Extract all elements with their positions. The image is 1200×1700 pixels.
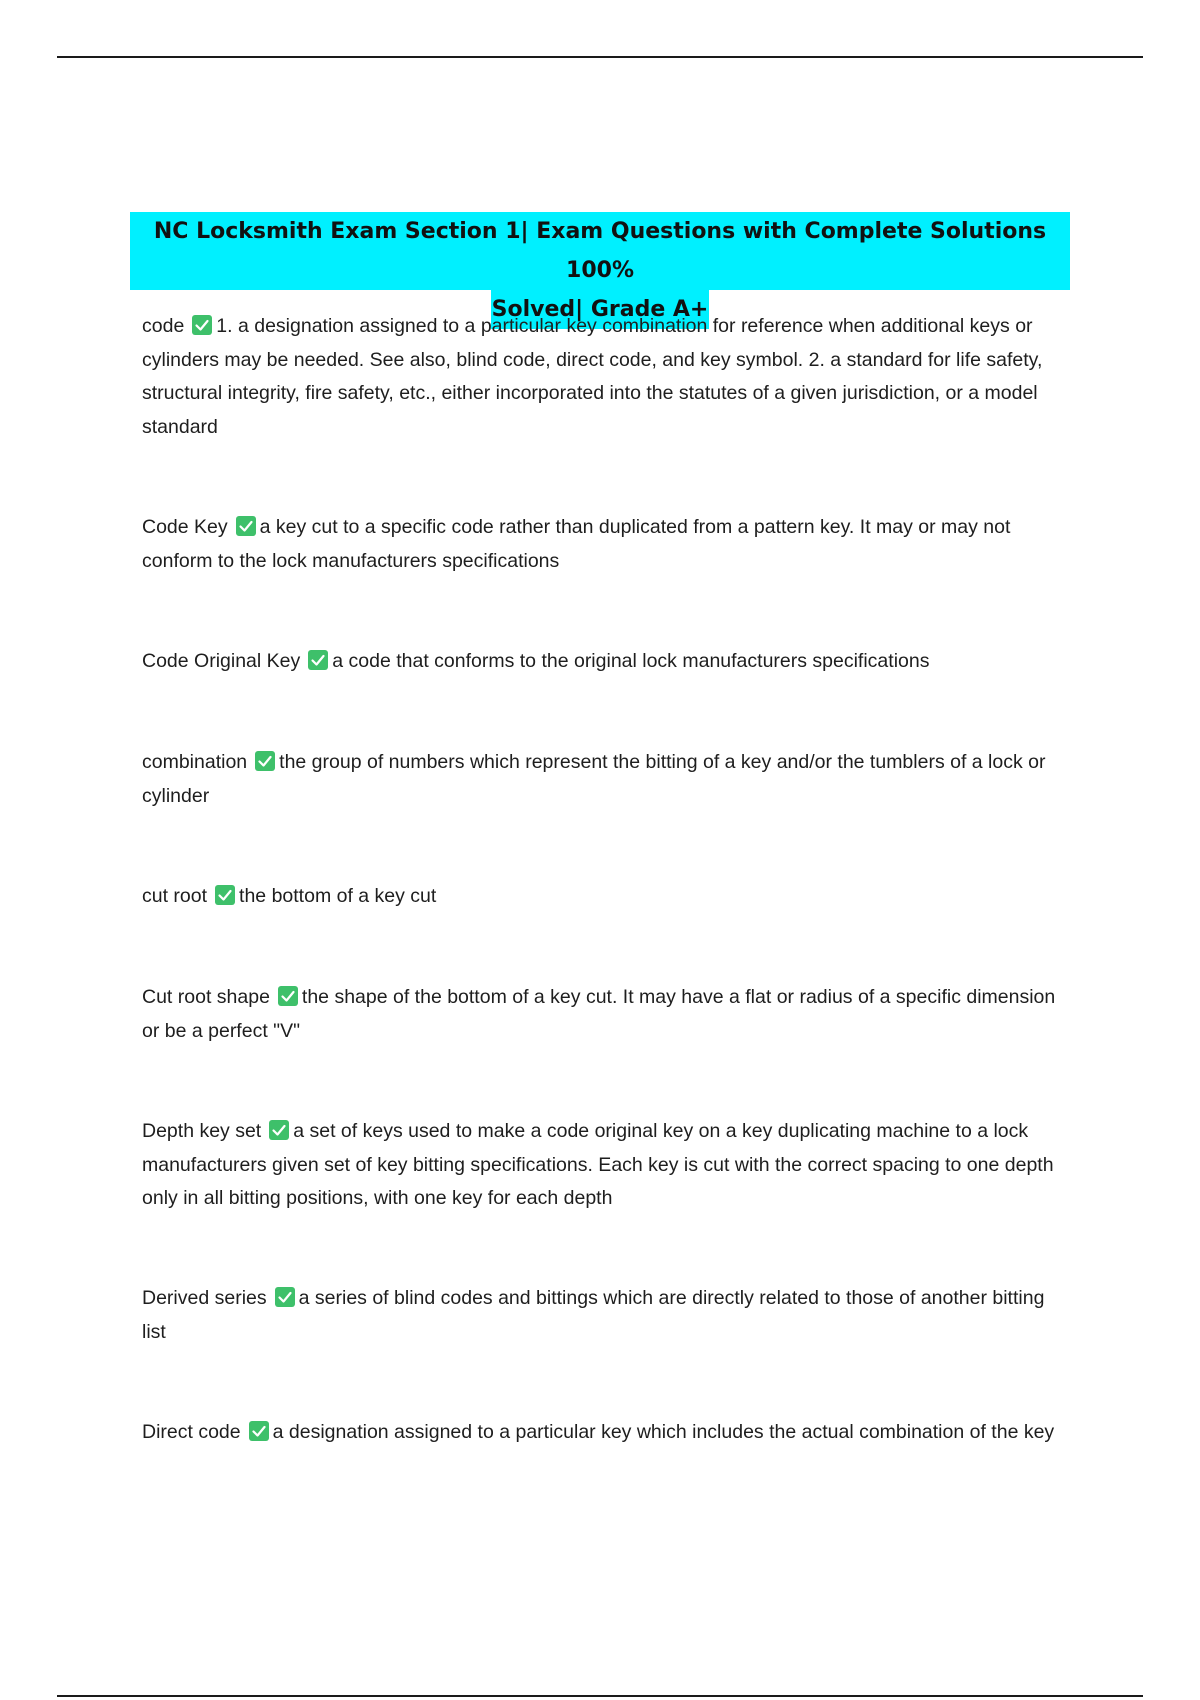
term-label: Code Key [142,516,228,538]
term-entry [142,1282,1062,1349]
term-label: Direct code [142,1421,241,1443]
header-rule [57,56,1143,58]
term-label: Depth key set [142,1120,262,1142]
term-entry [142,310,1062,444]
title-line-1: NC Locksmith Exam Section 1| Exam Questions with Complete Solutions 100% [130,212,1070,290]
checkmark-icon [236,516,256,536]
term-definition: a key cut to a specific code rather than duplicated from a pattern key. It may or may not conform to the lock manufacturers specifications [142,516,1011,572]
term-entry [142,1416,1062,1450]
checkmark-icon [249,1421,269,1441]
checkmark-icon [192,315,212,335]
checkmark-icon [215,885,235,905]
term-entry [142,511,1062,578]
checkmark-icon [278,986,298,1006]
term-label: Code Original Key [142,650,301,672]
checkmark-icon [269,1120,289,1140]
title-line-2: Solved| Grade A+ [491,290,710,329]
term-label: Cut root shape [142,986,270,1008]
term-definition: a designation assigned to a particular key which includes the actual combination of the key [272,1421,1055,1443]
checkmark-icon [255,751,275,771]
checkmark-icon [275,1287,295,1307]
term-label: Derived series [142,1287,267,1309]
term-entry [142,1115,1062,1216]
term-label: cut root [142,885,208,907]
term-entry [142,645,1062,679]
term-definition: a series of blind codes and bittings which are directly related to those of another bitting list [142,1287,1045,1343]
term-definition: a code that conforms to the original lock manufacturers specifications [332,650,930,672]
term-entry [142,746,1062,813]
term-definition: the group of numbers which represent the bitting of a key and/or the tumblers of a lock or cylinder [142,751,1046,807]
footer-rule [57,1695,1143,1697]
term-label: code [142,315,185,337]
term-entry [142,880,1062,914]
term-definition: the bottom of a key cut [239,885,437,907]
term-definition: 1. a designation assigned to a particular key combination for reference when additional keys or cylinders may be needed. See also, blind code, direct code, and key symbol. 2. a standard for life safety, structural integrity, fire safety, etc., either incorporated into the statutes of a given jurisdiction, or a model standard [142,315,1043,438]
term-definition: a set of keys used to make a code original key on a key duplicating machine to a lock manufacturers given set of key bitting specifications. Each key is cut with the correct spacing to one depth only in all bitting positions, with one key for each depth [142,1120,1054,1209]
term-entry [142,981,1062,1048]
term-definition: the shape of the bottom of a key cut. It may have a flat or radius of a specific dimension or be a perfect "V" [142,986,1056,1042]
checkmark-icon [308,650,328,670]
term-label: combination [142,751,248,773]
